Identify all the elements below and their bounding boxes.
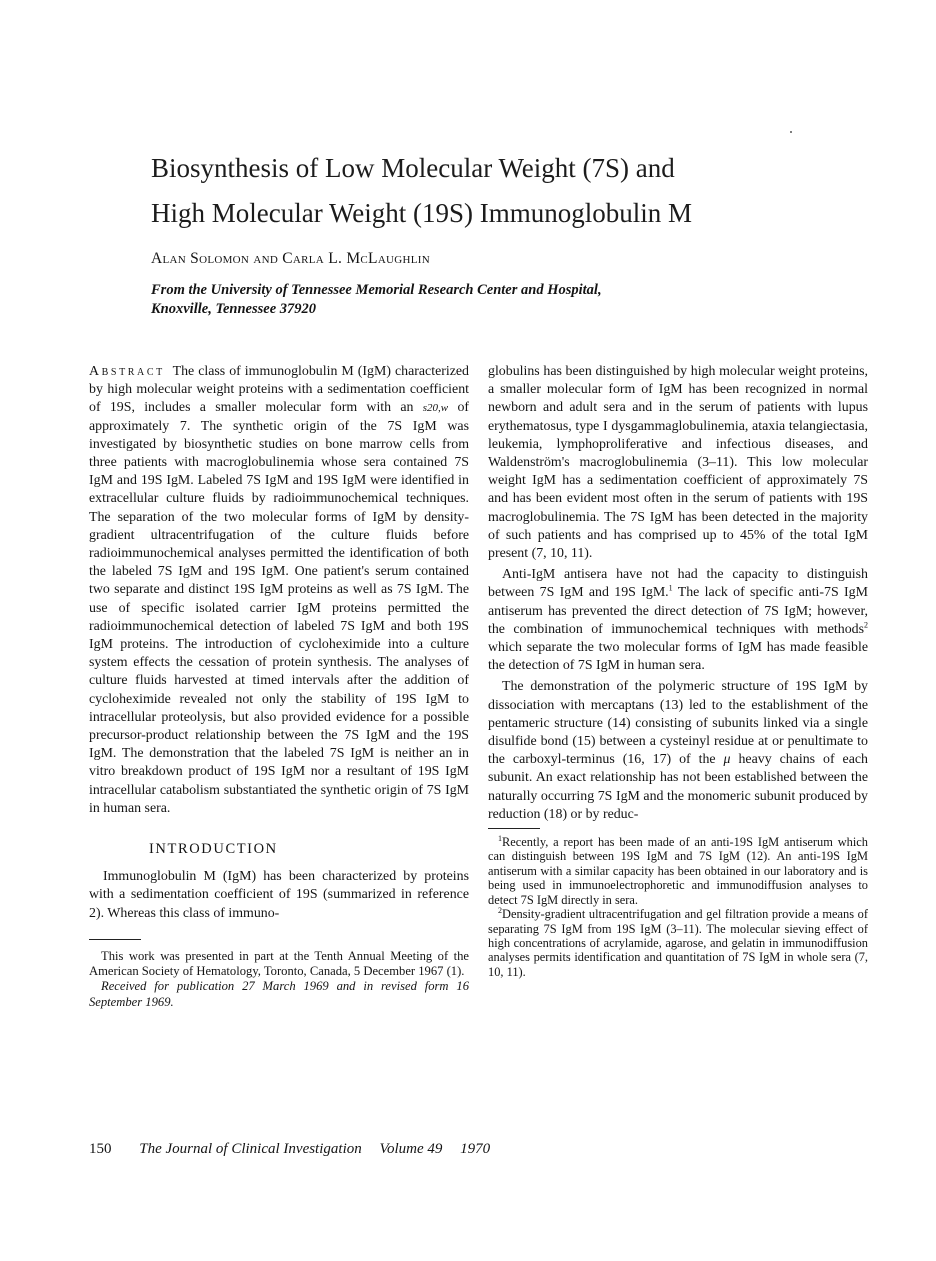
sedimentation-symbol: s20,w xyxy=(422,402,449,415)
footnote-1 xyxy=(488,835,868,907)
intro-paragraph-3 xyxy=(488,678,868,824)
title-line-2: High Molecular Weight (19S) Immunoglobulin M xyxy=(151,198,693,228)
journal-year: 1970 xyxy=(460,1141,491,1157)
footnote-divider xyxy=(488,828,540,829)
para2-text-a: Anti-IgM antisera have not had the capacity to distinguish between 7S IgM and 19S IgM. xyxy=(488,567,868,601)
abstract xyxy=(89,363,469,818)
intro-paragraph-1-start: Immunoglobulin M (IgM) has been characterized by proteins with a sedimentation coefficient of 19S (summarized in reference 2). Whereas this class of immuno- xyxy=(89,869,469,921)
right-column xyxy=(488,363,868,979)
notes-divider xyxy=(89,939,141,940)
footnote-ref-1: 1 xyxy=(668,583,673,593)
journal-name: The Journal of Clinical Investigation xyxy=(139,1141,362,1157)
page-footer xyxy=(89,1141,490,1158)
scan-speck xyxy=(790,131,792,133)
left-column xyxy=(89,363,469,1010)
para3-text-b: heavy chains of each subunit. An exact relationship has not been established between the naturally occurring 7S IgM and the monomeric subunit produced by reduction (18) or by reduc- xyxy=(488,752,868,822)
page-number: 150 xyxy=(89,1141,112,1157)
affiliation-line-1: From the University of Tennessee Memorial Research Center and Hospital, xyxy=(151,282,602,298)
footnote-2-text: Density-gradient ultracentrifugation and gel filtration provide a means of separating 7S IgM from 19S IgM (3–11). The molecular sieving effect of high concentrations of acrylamide, agarose, and gelatin in immunodiffusion analyses permits identification and quantitation of 7S IgM in whole sera (7, 10, 11). xyxy=(488,907,868,979)
received-note: Received for publication 27 March 1969 and in revised form 16 September 1969. xyxy=(89,979,469,1009)
affiliation-line-2: Knoxville, Tennessee 37920 xyxy=(151,301,317,317)
section-heading-introduction: INTRODUCTION xyxy=(149,841,278,858)
abstract-text-rest: of approximately 7. The synthetic origin of the 7S IgM was investigated by biosynthetic studies on bone marrow cells from three patients with macroglobulinemia whose sera contained 7S IgM and 19S IgM. Labeled 7S IgM and 19S IgM were identified in extracellular culture fluids by radioimmunochemical techniques. The separation of the two molecular forms of IgM by density-gradient ultracentrifugation of the culture fluids before radioimmunochemical analyses permitted the identification of both the labeled 7S IgM and 19S IgM. One patient's serum contained two separate and distinct 19S IgM proteins as well as 7S IgM. The use of specific isolated carrier IgM proteins permitted the radioimmunochemical detection of labeled 7S IgM and both 19S IgM proteins. The introduction of cycloheximide into a culture system effects the cessation of protein synthesis. The analyses of culture fluids harvested at timed intervals after the addition of cycloheximide revealed not only the stability of 19S IgM to intracellular proteolysis, but also provided evidence for a possible precursor-product relationship between the 7S IgM and the 19S IgM. The demonstration that the labeled 7S IgM is neither an in vitro breakdown product of 19S IgM nor a resultant of 19S IgM intracellular catabolism substantiated the synthetic origin of 7S IgM in human sera. xyxy=(89,400,470,816)
author-list: Alan Solomon and Carla L. McLaughlin xyxy=(151,250,431,267)
article-title xyxy=(151,146,851,236)
footnote-1-text: Recently, a report has been made of an anti-19S IgM antiserum which can distinguish between 19S IgM and 7S IgM (12). An anti-19S IgM antiserum with a similar capacity has been obtained in our laboratory and is being used in immunoelectrophoretic and immunodiffusion analyses to detect 7S IgM directly in sera. xyxy=(488,835,868,907)
footnote-2 xyxy=(488,907,868,979)
affiliation xyxy=(151,281,711,319)
para2-text-c: which separate the two molecular forms of IgM has made feasible the detection of 7S IgM in human sera. xyxy=(488,640,868,674)
presentation-note: This work was presented in part at the Tenth Annual Meeting of the American Society of Hematology, Toronto, Canada, 5 December 1967 (1). xyxy=(89,948,469,979)
intro-paragraph-2 xyxy=(488,566,868,675)
footnote-1-mark: 1 xyxy=(498,833,502,843)
para2-text-b: The lack of specific anti-7S IgM antiserum has prevented the direct detection of 7S IgM; however, the combination of immunochemical techniques with methods xyxy=(488,585,868,637)
intro-paragraph-1-cont: globulins has been distinguished by high molecular weight proteins, a smaller molecular form of IgM has been recognized in normal newborn and adult sera and in the serum of patients with lupus erythematosus, type I dysgammaglobulinemia, ataxia telangiectasia, leukemia, lymphoproliferative and infectious diseases, and Waldenström's macroglobulinemia (3–11). This low molecular weight IgM has a sedimentation coefficient of approximately 7S and has been evident most often in the serum of patients with 19S macroglobulinemia. The 7S IgM has been detected in the majority of such patients and has comprised up to 45% of the total IgM present (7, 10, 11). xyxy=(488,364,868,562)
abstract-label: Abstract xyxy=(89,364,165,379)
mu-symbol: μ xyxy=(723,752,731,768)
journal-volume: Volume 49 xyxy=(379,1141,443,1157)
footnote-2-mark: 2 xyxy=(498,905,502,915)
para3-text-a: The demonstration of the polymeric structure of 19S IgM by dissociation with mercaptans (13) led to the establishment of the pentameric structure (14) consisting of subunits linked via a single disulfide bond (15) between a cysteinyl residue at or penultimate to the carboxyl-terminus (16, 17) of the xyxy=(488,679,868,768)
footnote-ref-2: 2 xyxy=(864,620,868,630)
title-line-1: Biosynthesis of Low Molecular Weight (7S) and xyxy=(151,153,675,183)
abstract-text-start: The class of immunoglobulin M (IgM) characterized by high molecular weight proteins with a sedimentation coefficient of 19S, includes a smaller molecular form with an xyxy=(89,364,469,416)
